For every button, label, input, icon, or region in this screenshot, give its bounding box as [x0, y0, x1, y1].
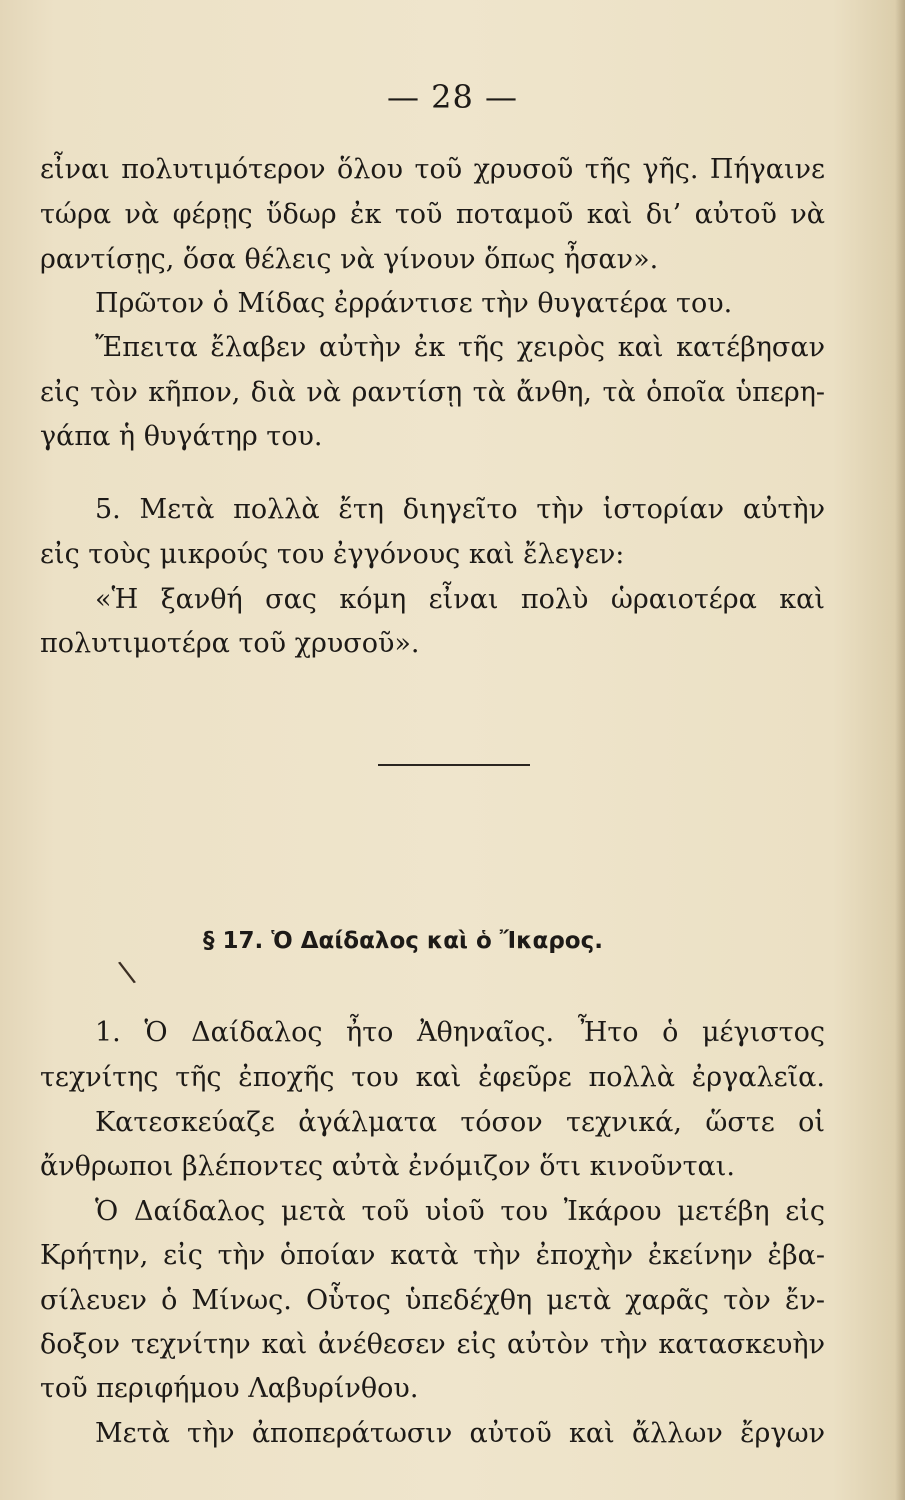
section-separator [378, 764, 530, 766]
text-line: «Ἡ ξανθή σας κόμη εἶναι πολὺ ὡραιοτέρα καὶ [95, 584, 825, 615]
text-line: τώρα νὰ φέρῃς ὕδωρ ἐκ τοῦ ποταμοῦ καὶ δι’ αὐτοῦ νὰ [40, 199, 825, 230]
text-line: Ὁ Δαίδαλος μετὰ τοῦ υἱοῦ του Ἰκάρου μετέβη εἰς [95, 1196, 825, 1227]
text-line: Ἔπειτα ἔλαβεν αὐτὴν ἐκ τῆς χειρὸς καὶ κατέβησαν [95, 332, 825, 363]
text-line: ραντίσῃς, ὅσα θέλεις νὰ γίνουν ὅπως ἦσαν». [40, 244, 659, 275]
page-number: — 28 — [386, 78, 519, 116]
text-line: ἄνθρωποι βλέποντες αὐτὰ ἐνόμιζον ὅτι κινοῦνται. [40, 1151, 735, 1182]
text-line: 1. Ὁ Δαίδαλος ἦτο Ἀθηναῖος. Ἦτο ὁ μέγιστος [95, 1017, 825, 1048]
margin-pencil-mark: \ [116, 954, 138, 991]
text-line: πολυτιμοτέρα τοῦ χρυσοῦ». [40, 628, 420, 659]
text-line: τεχνίτης τῆς ἐποχῆς του καὶ ἐφεῦρε πολλὰ ἐργαλεῖα. [40, 1062, 825, 1093]
text-line: Κρήτην, εἰς τὴν ὁποίαν κατὰ τὴν ἐποχὴν ἐκείνην ἐβα- [40, 1240, 825, 1271]
text-line: εἶναι πολυτιμότερον ὅλου τοῦ χρυσοῦ τῆς γῆς. Πήγαινε [40, 154, 825, 185]
text-line: Μετὰ τὴν ἀποπεράτωσιν αὐτοῦ καὶ ἄλλων ἔργων [95, 1418, 825, 1449]
text-line: δοξον τεχνίτην καὶ ἀνέθεσεν εἰς αὐτὸν τὴν κατασκευὴν [40, 1329, 825, 1360]
text-line: εἰς τοὺς μικρούς του ἐγγόνους καὶ ἔλεγεν: [40, 539, 625, 570]
text-line: 5. Μετὰ πολλὰ ἔτη διηγεῖτο τὴν ἱστορίαν αὐτὴν [95, 494, 825, 525]
section-heading: § 17. Ὁ Δαίδαλος καὶ ὁ Ἴκαρος. [203, 928, 603, 954]
text-line: σίλευεν ὁ Μίνως. Οὗτος ὑπεδέχθη μετὰ χαρᾶς τὸν ἔν- [40, 1285, 825, 1316]
page-edge-shadow [895, 0, 905, 1500]
text-line: εἰς τὸν κῆπον, διὰ νὰ ραντίσῃ τὰ ἄνθη, τὰ ὁποῖα ὑπερη- [40, 377, 825, 408]
text-line: Κατεσκεύαζε ἀγάλματα τόσον τεχνικά, ὥστε οἱ [95, 1107, 825, 1138]
text-line: τοῦ περιφήμου Λαβυρίνθου. [40, 1373, 419, 1404]
text-line: γάπα ἡ θυγάτηρ του. [40, 421, 323, 452]
text-line: Πρῶτον ὁ Μίδας ἐρράντισε τὴν θυγατέρα του. [95, 288, 733, 319]
